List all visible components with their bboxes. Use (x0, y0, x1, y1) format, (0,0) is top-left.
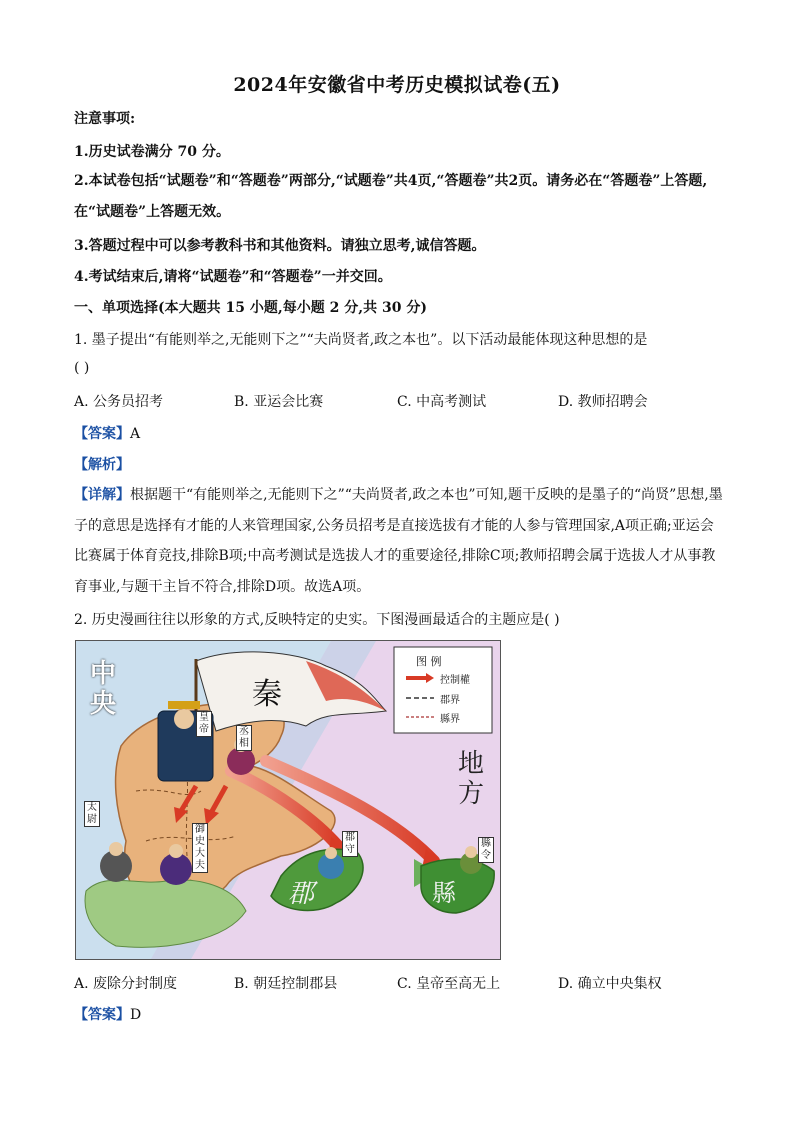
legend-item-control: 控制權 (440, 675, 470, 686)
legend-item-county-border: 縣界 (440, 714, 460, 725)
q1-option-d: D. 教师招聘会 (558, 394, 648, 410)
q2-answer (74, 1004, 724, 1024)
q2-option-d: D. 确立中央集权 (558, 976, 662, 992)
note-item-2: 2.本试卷包括“试题卷”和“答题卷”两部分,“试题卷”共4页,“答题卷”共2页。请务必在“答题卷”上答题,在“试题卷”上答题无效。 (74, 173, 708, 220)
label-county-magistrate: 縣令 (478, 837, 494, 863)
q1-answer (74, 423, 724, 443)
q1-option-b: B. 亚运会比赛 (234, 394, 324, 410)
legend-title: 图 例 (416, 655, 442, 668)
q2-stem: 2. 历史漫画往往以形象的方式,反映特定的史实。下图漫画最适合的主题应是( ) (74, 612, 560, 628)
q2-option-a: A. 废除分封制度 (74, 976, 178, 992)
q1-option-a: A. 公务员招考 (74, 394, 164, 410)
q2-option-b: B. 朝廷控制郡县 (234, 976, 338, 992)
label-taiwei: 太尉 (84, 801, 100, 827)
detail-text: 根据题干“有能则举之,无能则下之”“夫尚贤者,政之本也”可知,题干反映的是墨子的“尚贤”思想,墨子的意思是选择有才能的人来管理国家,公务员招考是直接选拔有才能的人参与管理国家,A项正确;亚运会比赛属于体育竞技,排除B项;中高考测试是选拔人才的重要途径,排除C项;教师招聘会属于选拔人才从事教育事业,与题干主旨不符合,排除D项。故选A项。 (74, 487, 723, 595)
label-county: 縣 (432, 879, 456, 907)
q2-option-c: C. 皇帝至高无上 (397, 976, 501, 992)
note-item-4: 4.考试结束后,请将“试题卷”和“答题卷”一并交回。 (74, 269, 392, 285)
q1-detail (74, 480, 724, 602)
flag-glyph: 秦 (252, 677, 282, 712)
q1-analysis (74, 454, 724, 474)
label-local: 地方 (458, 749, 485, 809)
qin-centralization-cartoon (75, 640, 501, 960)
label-emperor: 皇帝 (196, 711, 212, 737)
section-heading: 一、单项选择(本大题共 15 小题,每小题 2 分,共 30 分) (74, 300, 427, 316)
q1-option-c: C. 中高考测试 (397, 394, 487, 410)
answer-value: D (130, 1007, 142, 1023)
label-chancellor: 丞相 (236, 725, 252, 751)
analysis-tag: 【解析】 (74, 457, 130, 473)
label-commandery: 郡 (288, 879, 315, 909)
page-title: 2024年安徽省中考历史模拟试卷(五) (233, 74, 561, 96)
legend-item-commandery-border: 郡界 (440, 695, 460, 706)
q1-stem-bracket: ( ) (74, 360, 90, 376)
note-item-1: 1.历史试卷满分 70 分。 (74, 144, 230, 160)
q1-stem: 1. 墨子提出“有能则举之,无能则下之”“夫尚贤者,政之本也”。以下活动最能体现这种思想的是 (74, 332, 648, 348)
answer-tag: 【答案】 (74, 426, 130, 442)
label-censor: 御史大夫 (192, 823, 208, 873)
answer-value: A (130, 426, 141, 442)
notes-heading: 注意事项: (74, 111, 136, 127)
label-central: 中央 (90, 659, 117, 719)
answer-tag: 【答案】 (74, 1007, 130, 1023)
detail-tag: 【详解】 (74, 487, 130, 503)
label-commandery-governor: 郡守 (342, 831, 358, 857)
note-item-3: 3.答题过程中可以参考教科书和其他资料。请独立思考,诚信答题。 (74, 238, 486, 254)
